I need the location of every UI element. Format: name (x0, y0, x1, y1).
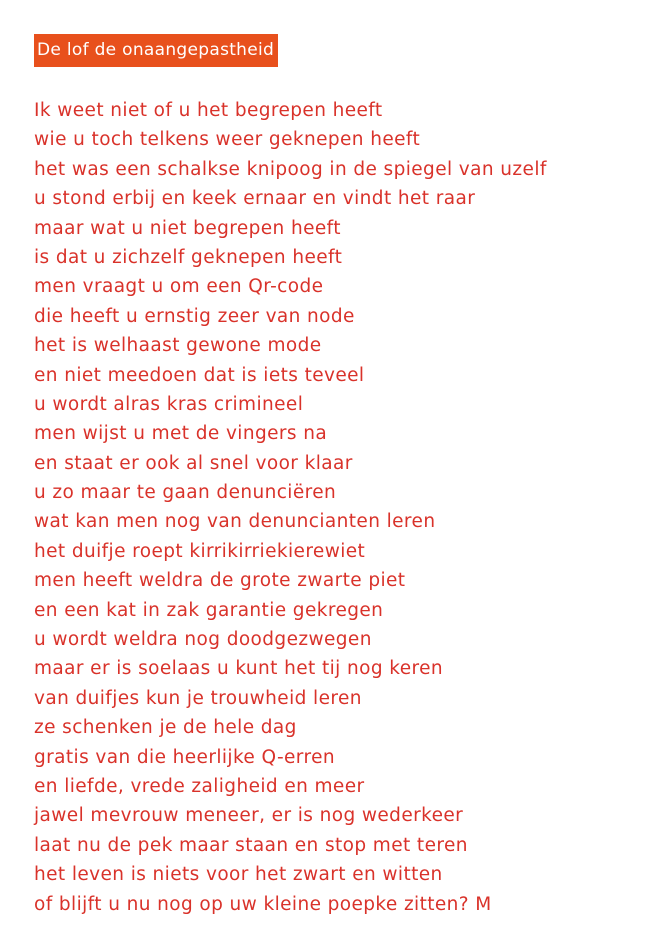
poem-line: van duifjes kun je trouwheid leren (34, 687, 362, 709)
poem-line: het duifje roept kirrikirriekierewiet (34, 540, 366, 562)
poem-line: het was een schalkse knipoog in de spiegel van uzelf (34, 158, 547, 180)
poem-title: De lof de onaangepastheid (34, 34, 278, 67)
poem-line: die heeft u ernstig zeer van node (34, 305, 355, 327)
poem-line: u stond erbij en keek ernaar en vindt het raar (34, 188, 476, 210)
poem-line: en een kat in zak garantie gekregen (34, 599, 384, 621)
poem-lines (34, 96, 634, 919)
poem-line: u wordt alras kras crimineel (34, 393, 304, 415)
poem-line: ze schenken je de hele dag (34, 717, 297, 739)
poem-line: of blijft u nu nog op uw kleine poepke zitten? M (34, 893, 492, 915)
poem-line: en niet meedoen dat is iets teveel (34, 364, 365, 386)
poem-line: en staat er ook al snel voor klaar (34, 452, 353, 474)
poem-line: men wijst u met de vingers na (34, 423, 328, 445)
poem-line: wat kan men nog van denuncianten leren (34, 511, 436, 533)
poem-line: Ik weet niet of u het begrepen heeft (34, 100, 383, 121)
poem-line: is dat u zichzelf geknepen heeft (34, 246, 343, 268)
poem-line: maar wat u niet begrepen heeft (34, 217, 341, 239)
poem-line: het leven is niets voor het zwart en witten (34, 864, 443, 886)
poem-line: men heeft weldra de grote zwarte piet (34, 570, 406, 592)
poem (34, 34, 634, 919)
poem-line: wie u toch telkens weer geknepen heeft (34, 129, 421, 151)
poem-line: gratis van die heerlijke Q-erren (34, 746, 335, 768)
poem-line: men vraagt u om een Qr-code (34, 276, 324, 298)
poem-line: u zo maar te gaan denunciëren (34, 482, 337, 504)
poem-line: maar er is soelaas u kunt het tij nog keren (34, 658, 443, 680)
poem-line: het is welhaast gewone mode (34, 335, 322, 357)
poem-line: en liefde, vrede zaligheid en meer (34, 775, 365, 797)
poem-line: u wordt weldra nog doodgezwegen (34, 629, 372, 651)
poem-line: jawel mevrouw meneer, er is nog wederkeer (34, 805, 464, 827)
poem-line: laat nu de pek maar staan en stop met teren (34, 834, 468, 856)
